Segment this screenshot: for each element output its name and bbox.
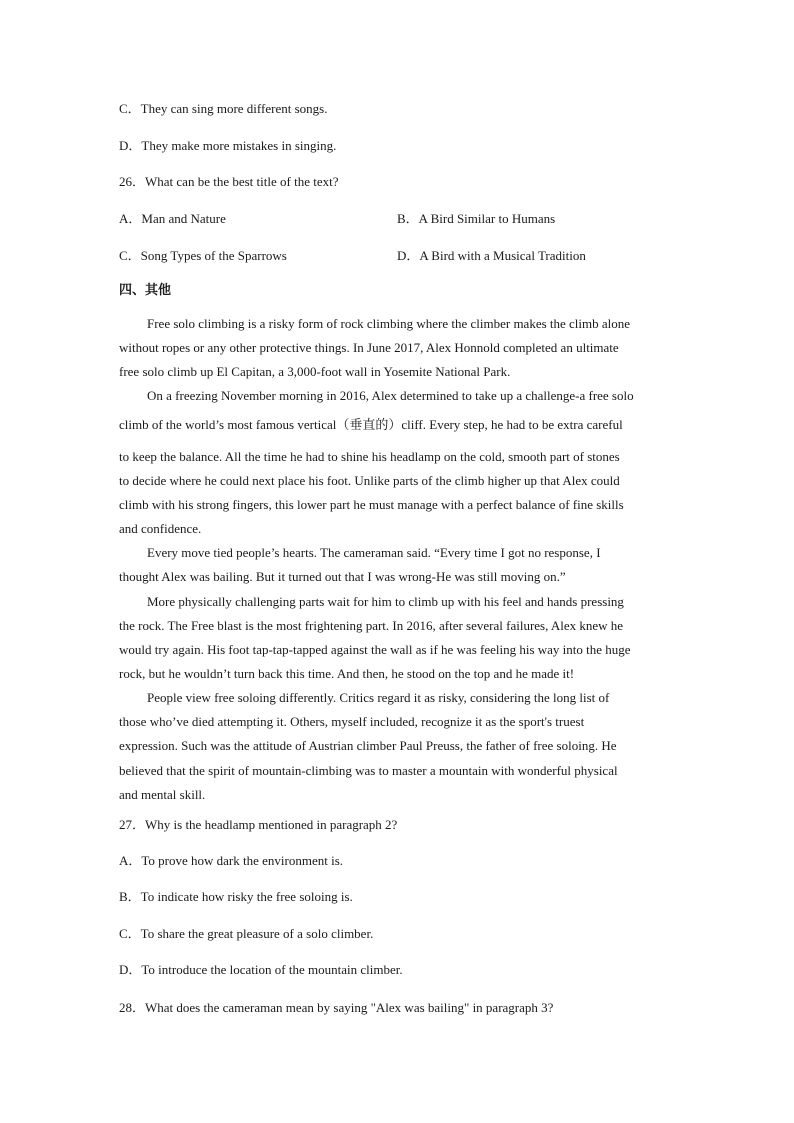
passage-line: to decide where he could next place his foot. Unlike parts of the climb higher up that Alex could bbox=[119, 473, 620, 488]
q26-option-d: D．A Bird with a Musical Tradition bbox=[397, 248, 586, 263]
passage-line: those who’ve died attempting it. Others, myself included, recognize it as the sport's truest bbox=[119, 714, 585, 729]
q26-option-b: B．A Bird Similar to Humans bbox=[397, 211, 556, 226]
passage-line: and confidence. bbox=[119, 521, 202, 536]
passage-line: climb with his strong fingers, this lower part he must manage with a perfect balance of fine skills bbox=[119, 497, 624, 512]
passage-line: rock, but he wouldn’t turn back this time. And then, he stood on the top and he made it! bbox=[119, 666, 575, 681]
q26-stem: 26．What can be the best title of the text? bbox=[119, 174, 339, 189]
passage-line: More physically challenging parts wait for him to climb up with his feel and hands pressing bbox=[147, 594, 624, 609]
passage-line: would try again. His foot tap-tap-tapped against the wall as if he was feeling his way into the huge bbox=[119, 642, 631, 657]
passage-line: Every move tied people’s hearts. The cameraman said. “Every time I got no response, I bbox=[147, 545, 601, 560]
passage-line: On a freezing November morning in 2016, Alex determined to take up a challenge-a free solo bbox=[147, 388, 634, 403]
q27-option-a: A．To prove how dark the environment is. bbox=[119, 853, 344, 868]
q27-stem: 27．Why is the headlamp mentioned in paragraph 2? bbox=[119, 817, 398, 832]
q27-option-c: C．To share the great pleasure of a solo climber. bbox=[119, 926, 374, 941]
q25-option-d: D．They make more mistakes in singing. bbox=[119, 138, 337, 153]
passage-line: believed that the spirit of mountain-climbing was to master a mountain with wonderful physical bbox=[119, 763, 618, 778]
passage-line: Free solo climbing is a risky form of rock climbing where the climber makes the climb alone bbox=[147, 316, 631, 331]
passage-line: the rock. The Free blast is the most frightening part. In 2016, after several failures, Alex knew he bbox=[119, 618, 624, 633]
passage-line: and mental skill. bbox=[119, 787, 206, 802]
section-heading: 四、其他 bbox=[119, 283, 172, 298]
q27-option-d: D．To introduce the location of the mountain climber. bbox=[119, 962, 403, 977]
passage-line: thought Alex was bailing. But it turned out that I was wrong-He was still moving on.” bbox=[119, 569, 566, 584]
q26-option-a: A．Man and Nature bbox=[119, 211, 226, 226]
passage-line: without ropes or any other protective things. In June 2017, Alex Honnold completed an ultimate bbox=[119, 340, 619, 355]
passage-line: climb of the world’s most famous vertical（垂直的）cliff. Every step, he had to be extra careful bbox=[119, 417, 623, 432]
q27-option-b: B．To indicate how risky the free soloing is. bbox=[119, 889, 353, 904]
q26-option-c: C．Song Types of the Sparrows bbox=[119, 248, 287, 263]
passage-line: free solo climb up El Capitan, a 3,000-foot wall in Yosemite National Park. bbox=[119, 364, 511, 379]
passage-line: expression. Such was the attitude of Austrian climber Paul Preuss, the father of free soloing. He bbox=[119, 738, 617, 753]
passage-line: to keep the balance. All the time he had to shine his headlamp on the cold, smooth part of stones bbox=[119, 449, 620, 464]
q28-stem: 28．What does the cameraman mean by saying "Alex was bailing" in paragraph 3? bbox=[119, 1000, 554, 1015]
passage-line: People view free soloing differently. Critics regard it as risky, considering the long list of bbox=[147, 690, 610, 705]
q25-option-c: C．They can sing more different songs. bbox=[119, 101, 328, 116]
